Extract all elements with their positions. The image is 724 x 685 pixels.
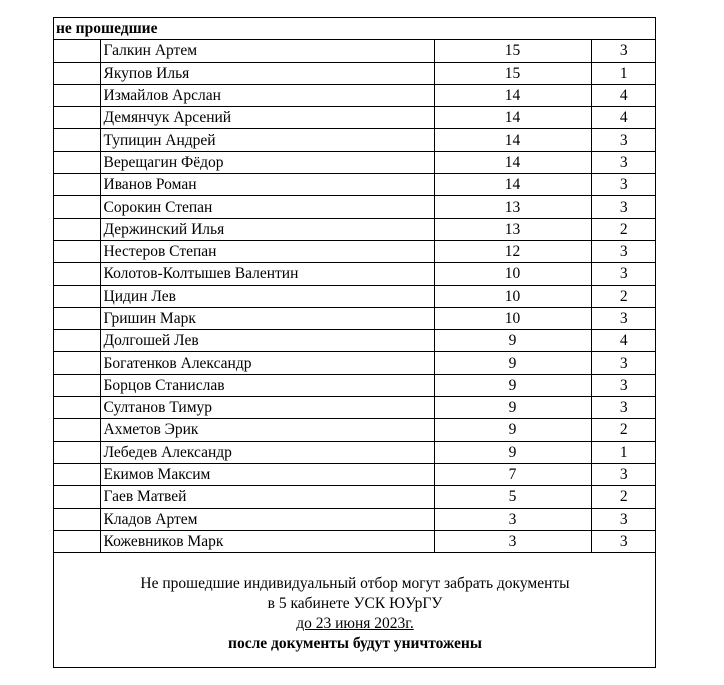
participant-name: Иванов Роман <box>100 174 434 196</box>
participant-score: 9 <box>434 352 591 374</box>
participant-name: Цидин Лев <box>100 285 434 307</box>
table-row <box>54 307 656 329</box>
participant-group: 4 <box>591 330 656 352</box>
participant-name: Колотов-Колтышев Валентин <box>100 263 434 285</box>
participant-name: Сорокин Степан <box>100 196 434 218</box>
participant-group: 3 <box>591 352 656 374</box>
participant-group: 3 <box>591 463 656 485</box>
participant-group: 3 <box>591 397 656 419</box>
participant-name: Кожевников Марк <box>100 530 434 552</box>
table-row <box>54 107 656 129</box>
participant-score: 14 <box>434 129 591 151</box>
row-index-cell <box>54 218 100 240</box>
participant-name: Султанов Тимур <box>100 397 434 419</box>
participant-name: Галкин Артем <box>100 40 434 62</box>
table-row <box>54 218 656 240</box>
row-index-cell <box>54 263 100 285</box>
participant-score: 14 <box>434 84 591 106</box>
table-row <box>54 151 656 173</box>
table-row <box>54 129 656 151</box>
participant-group: 3 <box>591 151 656 173</box>
participant-group: 3 <box>591 307 656 329</box>
row-index-cell <box>54 240 100 262</box>
row-index-cell <box>54 374 100 396</box>
table-row <box>54 196 656 218</box>
row-index-cell <box>54 62 100 84</box>
section-header-row <box>54 18 656 40</box>
table-row <box>54 62 656 84</box>
table-row <box>54 530 656 552</box>
row-index-cell <box>54 129 100 151</box>
notice-block <box>54 574 656 654</box>
row-index-cell <box>54 285 100 307</box>
row-index-cell <box>54 463 100 485</box>
row-index-cell <box>54 530 100 552</box>
participant-name: Верещагин Фёдор <box>100 151 434 173</box>
row-index-cell <box>54 397 100 419</box>
participant-group: 1 <box>591 62 656 84</box>
participant-score: 13 <box>434 196 591 218</box>
participant-score: 3 <box>434 508 591 530</box>
row-index-cell <box>54 196 100 218</box>
participant-score: 3 <box>434 530 591 552</box>
participant-group: 3 <box>591 196 656 218</box>
table-row <box>54 486 656 508</box>
participant-name: Долгошей Лев <box>100 330 434 352</box>
participant-group: 3 <box>591 40 656 62</box>
row-index-cell <box>54 419 100 441</box>
participant-name: Измайлов Арслан <box>100 84 434 106</box>
table-row <box>54 40 656 62</box>
participant-name: Борцов Станислав <box>100 374 434 396</box>
participant-score: 10 <box>434 307 591 329</box>
row-index-cell <box>54 40 100 62</box>
participant-name: Ахметов Эрик <box>100 419 434 441</box>
participant-group: 3 <box>591 374 656 396</box>
participant-group: 3 <box>591 508 656 530</box>
participant-group: 3 <box>591 530 656 552</box>
table-row <box>54 397 656 419</box>
participant-group: 3 <box>591 129 656 151</box>
table-row <box>54 285 656 307</box>
row-index-cell <box>54 174 100 196</box>
participant-score: 10 <box>434 285 591 307</box>
participant-score: 14 <box>434 107 591 129</box>
table-row <box>54 240 656 262</box>
participant-score: 9 <box>434 374 591 396</box>
participant-group: 2 <box>591 285 656 307</box>
participant-name: Демянчук Арсений <box>100 107 434 129</box>
participant-score: 10 <box>434 263 591 285</box>
row-index-cell <box>54 486 100 508</box>
participant-name: Екимов Максим <box>100 463 434 485</box>
participant-score: 15 <box>434 62 591 84</box>
participant-score: 9 <box>434 419 591 441</box>
participant-group: 3 <box>591 240 656 262</box>
table-row <box>54 374 656 396</box>
table-row <box>54 352 656 374</box>
participant-score: 12 <box>434 240 591 262</box>
participant-score: 9 <box>434 397 591 419</box>
participant-score: 14 <box>434 174 591 196</box>
row-index-cell <box>54 84 100 106</box>
row-index-cell <box>54 508 100 530</box>
notice-line-2: в 5 кабинете УСК ЮУрГУ <box>267 595 443 612</box>
participant-group: 3 <box>591 263 656 285</box>
participant-name: Гаев Матвей <box>100 486 434 508</box>
notice-line-1: Не прошедшие индивидуальный отбор могут забрать документы <box>140 575 570 592</box>
participant-group: 4 <box>591 107 656 129</box>
row-index-cell <box>54 307 100 329</box>
row-index-cell <box>54 107 100 129</box>
notice-warning: после документы будут уничтожены <box>228 635 482 652</box>
participant-score: 5 <box>434 486 591 508</box>
participant-score: 9 <box>434 330 591 352</box>
participant-group: 2 <box>591 419 656 441</box>
results-table-body <box>54 18 656 553</box>
table-row <box>54 263 656 285</box>
table-row <box>54 84 656 106</box>
row-index-cell <box>54 330 100 352</box>
participant-score: 7 <box>434 463 591 485</box>
table-row <box>54 441 656 463</box>
row-index-cell <box>54 352 100 374</box>
row-index-cell <box>54 441 100 463</box>
section-title: не прошедшие <box>54 18 656 40</box>
participant-name: Богатенков Александр <box>100 352 434 374</box>
participant-name: Гришин Марк <box>100 307 434 329</box>
participant-score: 15 <box>434 40 591 62</box>
participant-name: Держинский Илья <box>100 218 434 240</box>
participant-score: 13 <box>434 218 591 240</box>
participant-name: Кладов Артем <box>100 508 434 530</box>
participant-score: 9 <box>434 441 591 463</box>
participant-group: 4 <box>591 84 656 106</box>
row-index-cell <box>54 151 100 173</box>
table-row <box>54 508 656 530</box>
table-row <box>54 174 656 196</box>
participant-group: 1 <box>591 441 656 463</box>
participant-group: 2 <box>591 218 656 240</box>
results-table <box>54 18 656 553</box>
participant-group: 3 <box>591 174 656 196</box>
table-row <box>54 463 656 485</box>
participant-name: Лебедев Александр <box>100 441 434 463</box>
table-row <box>54 419 656 441</box>
participant-group: 2 <box>591 486 656 508</box>
participant-score: 14 <box>434 151 591 173</box>
participant-name: Тупицин Андрей <box>100 129 434 151</box>
table-row <box>54 330 656 352</box>
participant-name: Якупов Илья <box>100 62 434 84</box>
notice-deadline: до 23 июня 2023г. <box>296 615 414 632</box>
participant-name: Нестеров Степан <box>100 240 434 262</box>
results-sheet <box>53 17 656 668</box>
